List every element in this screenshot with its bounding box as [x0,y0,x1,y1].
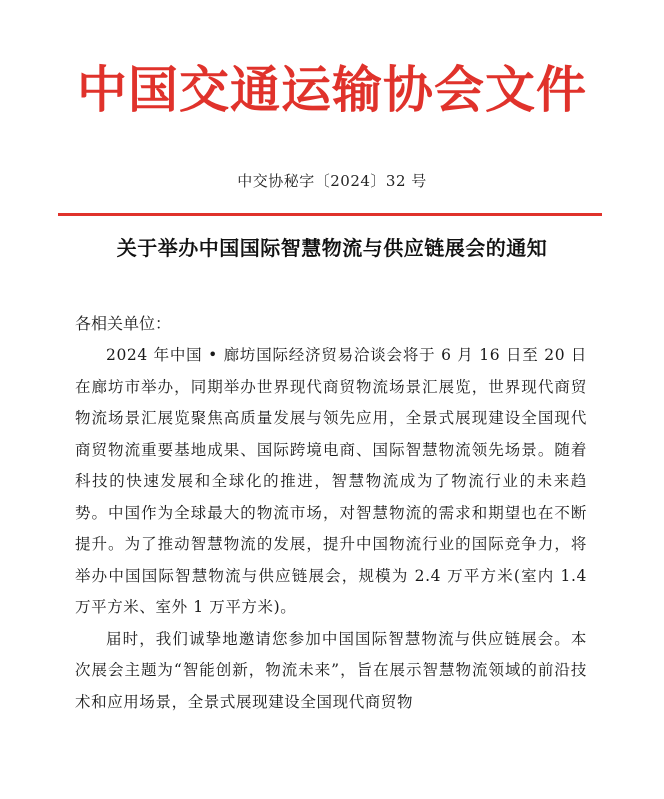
body-paragraph: 2024 年中国 • 廊坊国际经济贸易洽谈会将于 6 月 16 日至 20 日在廊坊市举办，同期举办世界现代商贸物流场景汇展览，世界现代商贸物流场景汇展览聚焦高质量发展与领先应用，全景式展现建设全国现代商贸物流重要基地成果、国际跨境电商、国际智慧物流领先场景。随着科技的快速发展和全球化的推进，智慧物流成为了物流行业的未来趋势。中国作为全球最大的物流市场，对智慧物流的需求和期望也在不断提升。为了推动智慧物流的发展，提升中国物流行业的国际竞争力，将举办中国国际智慧物流与供应链展会，规模为 2.4 万平方米(室内 1.4 万平方米、室外 1 万平方米)。 [75,346,587,616]
body-paragraph: 届时，我们诚挚地邀请您参加中国国际智慧物流与供应链展会。本次展会主题为“智能创新，物流未来”，旨在展示智慧物流领域的前沿技术和应用场景，全景式展现建设全国现代商贸物 [75,629,587,711]
salutation: 各相关单位： [75,314,172,333]
document-number: 中交协秘字〔2024〕32 号 [237,172,427,190]
document-header-title: 中国交通运输协会文件 [77,61,587,119]
notice-title: 关于举办中国国际智慧物流与供应链展会的通知 [116,236,548,260]
header-red-divider [58,213,602,216]
notice-body [75,340,587,718]
